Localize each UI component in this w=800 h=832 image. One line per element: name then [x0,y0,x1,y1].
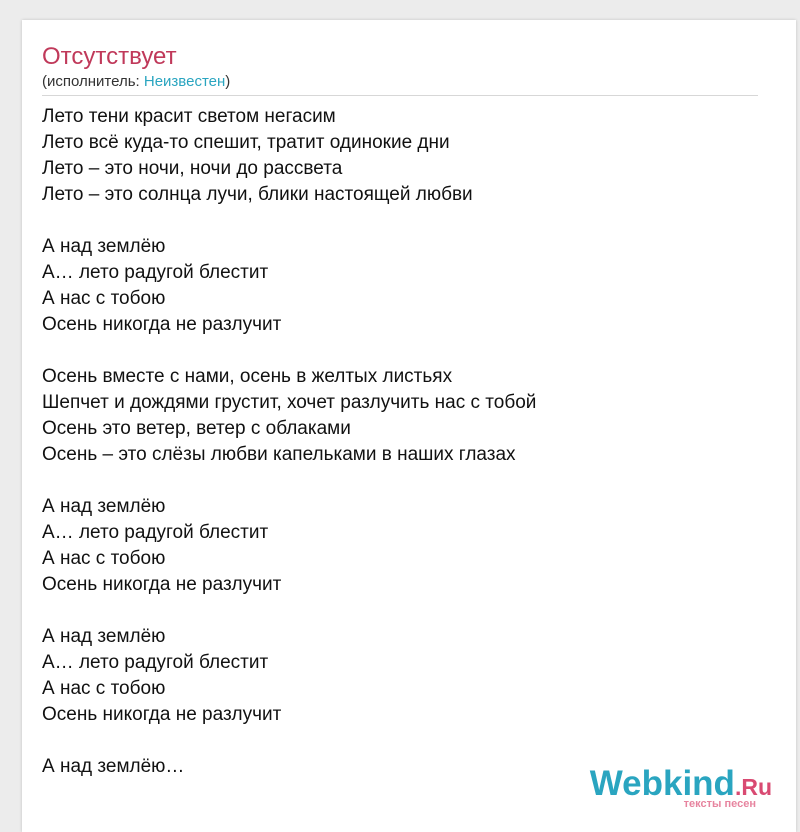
lyrics-stanza [42,234,762,338]
lyric-line: Шепчет и дождями грустит, хочет разлучить нас с тобой [42,392,537,413]
lyric-line: А нас с тобою [42,288,166,309]
site-logo[interactable] [582,764,772,812]
lyrics-stanza [42,104,762,208]
lyrics-stanza [42,624,762,728]
title-divider [42,95,758,96]
logo-tld: .Ru [734,774,772,800]
lyric-line: Осень это ветер, ветер с облаками [42,418,351,439]
song-title: Отсутствует [42,43,177,70]
lyric-line: А нас с тобою [42,678,166,699]
lyric-line: Лето тени красит светом негасим [42,106,336,127]
lyric-line: А нас с тобою [42,548,166,569]
lyric-line: А… лето радугой блестит [42,522,269,543]
lyric-line: А… лето радугой блестит [42,262,269,283]
lyric-line: Осень никогда не разлучит [42,574,282,595]
lyric-line: А над землёю [42,496,166,517]
lyric-line: Лето всё куда-то спешит, тратит одинокие дни [42,132,450,153]
lyric-line: Осень никогда не разлучит [42,704,282,725]
artist-prefix: (исполнитель: [42,73,144,90]
lyric-line: Осень никогда не разлучит [42,314,282,335]
lyric-line: А над землёю… [42,756,185,777]
lyrics-stanza [42,364,762,468]
lyric-line: А над землёю [42,626,166,647]
lyric-line: А… лето радугой блестит [42,652,269,673]
logo-tagline: тексты песен [683,798,756,810]
lyrics-body [42,104,762,806]
lyric-line: Осень вместе с нами, осень в желтых листьях [42,366,453,387]
lyric-line: А над землёю [42,236,166,257]
lyric-line: Осень – это слёзы любви капельками в наших глазах [42,444,516,465]
lyric-line: Лето – это солнца лучи, блики настоящей любви [42,184,473,205]
artist-suffix: ) [225,73,231,90]
lyrics-stanza [42,494,762,598]
artist-link[interactable]: Неизвестен [143,73,226,90]
lyrics-card [22,20,796,832]
logo-brand: Webkind [589,764,735,803]
lyric-line: Лето – это ночи, ночи до рассвета [42,158,343,179]
artist-line [42,73,230,91]
